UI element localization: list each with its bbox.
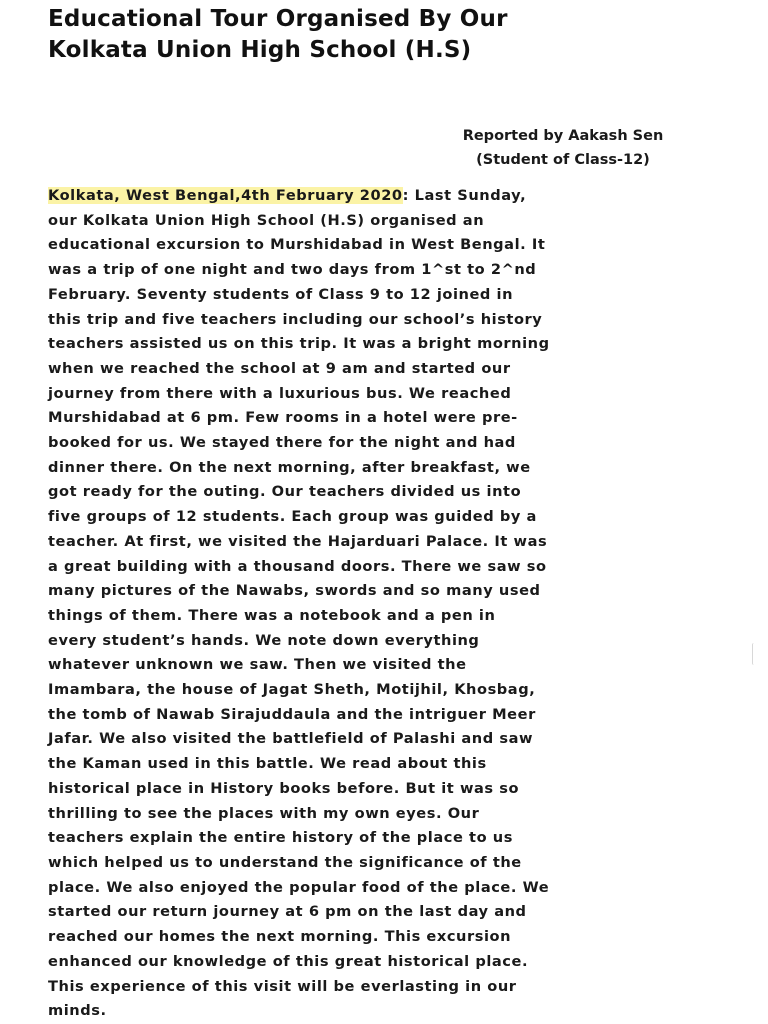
body-line: teachers assisted us on this trip. It was a bright morning xyxy=(48,335,550,353)
body-line: the Kaman used in this battle. We read about this xyxy=(48,755,487,773)
body-line: was a trip of one night and two days from 1^st to 2^nd xyxy=(48,261,537,279)
body-line: teacher. At first, we visited the Hajarduari Palace. It was xyxy=(48,532,548,550)
body-line: five groups of 12 students. Each group was guided by a xyxy=(48,508,537,526)
body-line: whatever unknown we saw. Then we visited the xyxy=(48,656,467,674)
body-line: a great building with a thousand doors. There we saw so xyxy=(48,557,547,575)
report-body xyxy=(48,184,748,1024)
body-line: Jafar. We also visited the battlefield of Palashi and saw xyxy=(48,730,534,748)
body-line: place. We also enjoyed the popular food of the place. We xyxy=(48,878,550,896)
body-line: many pictures of the Nawabs, swords and so many used xyxy=(48,582,541,600)
body-line: when we reached the school at 9 am and started our xyxy=(48,359,511,377)
body-line: this trip and five teachers including our school’s history xyxy=(48,310,543,328)
body-line: journey from there with a luxurious bus. We reached xyxy=(48,384,512,402)
body-line: This experience of this visit will be everlasting in our xyxy=(48,977,517,995)
title-line-2: Kolkata Union High School (H.S) xyxy=(48,37,472,63)
body-line: the tomb of Nawab Sirajuddaula and the intriguer Meer xyxy=(48,705,536,723)
body-line: Imambara, the house of Jagat Sheth, Motijhil, Khosbag, xyxy=(48,681,536,699)
body-line: booked for us. We stayed there for the night and had xyxy=(48,434,516,452)
body-line: historical place in History books before. But it was so xyxy=(48,779,520,797)
body-line: things of them. There was a notebook and a pen in xyxy=(48,606,496,624)
body-line: started our return journey at 6 pm on the last day and xyxy=(48,903,527,921)
body-line-text: : Last Sunday, xyxy=(402,187,527,204)
report-title xyxy=(48,4,748,66)
body-line: minds. xyxy=(48,1002,107,1020)
title-line-1: Educational Tour Organised By Our xyxy=(48,6,508,32)
body-line: got ready for the outing. Our teachers divided us into xyxy=(48,483,522,501)
body-line: which helped us to understand the significance of the xyxy=(48,853,522,871)
reporter-designation: (Student of Class-12) xyxy=(476,152,650,168)
reporter-name: Reported by Aakash Sen xyxy=(462,128,664,144)
body-line: every student’s hands. We note down everything xyxy=(48,631,480,649)
body-line: Murshidabad at 6 pm. Few rooms in a hotel were pre- xyxy=(48,409,518,427)
body-line: teachers explain the entire history of the place to us xyxy=(48,829,513,847)
body-line: thrilling to see the places with my own eyes. Our xyxy=(48,804,480,822)
body-line: reached our homes the next morning. This excursion xyxy=(48,928,512,946)
body-line: enhanced our knowledge of this great historical place. xyxy=(48,952,529,970)
body-line: our Kolkata Union High School (H.S) organised an xyxy=(48,211,485,229)
body-line-dateline xyxy=(48,184,748,209)
byline xyxy=(400,124,726,172)
body-line: dinner there. On the next morning, after breakfast, we xyxy=(48,458,531,476)
body-line: educational excursion to Murshidabad in West Bengal. It xyxy=(48,236,546,254)
dateline-highlight: Kolkata, West Bengal,4th February 2020 xyxy=(48,187,403,204)
scroll-edge-mark xyxy=(752,643,757,665)
body-line: February. Seventy students of Class 9 to 12 joined in xyxy=(48,285,514,303)
